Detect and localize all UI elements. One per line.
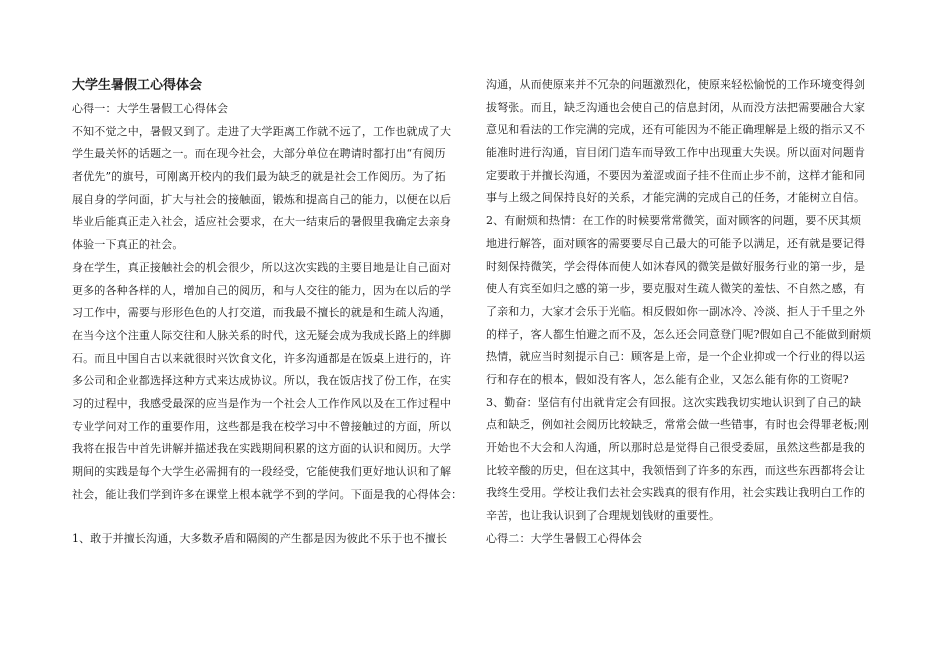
paragraph-line: 展自身的学问面，扩大与社会的接触面，锻炼和提高自己的能力，以便在以后 (72, 192, 452, 206)
paragraph-line: 时刻保持微笑，学会得体而使人如沐春风的微笑是做好服务行业的第一步，是 (486, 259, 866, 273)
paragraph-line: 沟通，从而使原来并不冗杂的问题激烈化，使原来轻松愉悦的工作环境变得剑 (486, 78, 866, 91)
paragraph-line: 辛苦，也让我认识到了合理规划钱财的重要性。 (486, 509, 721, 523)
paragraph-line: 体验一下真正的社会。 (72, 238, 184, 252)
paragraph-line: 习的过程中，我感受最深的应当是作为一个社会人工作作风以及在工作过程中 (72, 396, 452, 410)
paragraph-line: 能准时进行沟通，盲目闭门造车而导致工作中出现重大失误。所以面对问题肯 (486, 146, 866, 160)
paragraph-line: 在当今这个注重人际交往和人脉关系的时代，这无疑会成为我成长路上的绊脚 (72, 328, 452, 342)
left-column (72, 76, 462, 551)
paragraph-line: 定要敢于并擅长沟通，不要因为羞涩或面子挂不住而止步不前，这样才能和同 (486, 168, 866, 182)
paragraph-line: 拔弩张。而且，缺乏沟通也会使自己的信息封闭，从而没方法把需要融合大家 (486, 100, 866, 114)
paragraph-line: 多公司和企业都选择这种方式来达成协议。所以，我在饭店找了份工作，在实 (72, 374, 452, 388)
paragraph-line: 更多的各种各样的人，增加自己的阅历，和与人交往的能力，因为在以后的学 (72, 283, 452, 297)
paragraph-line: 行和存在的根本，假如没有客人，怎么能有企业，又怎么能有你的工资呢? (486, 372, 849, 386)
paragraph-line: 意见和看法的工作完满的完成，还有可能因为不能正确理解是上级的指示又不 (486, 123, 866, 137)
paragraph-line: 热情，就应当时刻提示自己：顾客是上帝，是一个企业抑或一个行业的得以运 (486, 350, 866, 364)
paragraph-line: 2、有耐烦和热情：在工作的时候要常常微笑，面对顾客的问题，要不厌其烦 (486, 214, 862, 228)
paragraph-line: 比较辛酸的历史，但在这其中，我领悟到了许多的东西，而这些东西都将会让 (486, 463, 866, 477)
paragraph-line: 石。而且中国自古以来就很时兴饮食文化，许多沟通都是在饭桌上进行的，许 (72, 351, 452, 365)
paragraph-gap (72, 506, 462, 528)
paragraph-line: 我终生受用。学校让我们去社会实践真的很有作用，社会实践让我明白工作的 (486, 486, 866, 500)
paragraph-line: 开始也不大会和人沟通，所以那时总是觉得自己很受委屈，虽然这些都是我的 (486, 441, 866, 454)
paragraph-line: 点和缺乏，例如社会阅历比较缺乏，常常会做一些错事，有时也会得罪老板;刚 (486, 418, 869, 432)
paragraph-line: 学生最关怀的话题之一。而在现今社会，大部分单位在聘请时都打出“有阅历 (72, 147, 446, 161)
paragraph-line: 毕业后能真正走入社会，适应社会要求，在大一结束后的暑假里我确定去亲身 (72, 215, 452, 229)
paragraph-line: 事与上级之间保持良好的关系，才能完满的完成自己的任务，才能树立自信。 (486, 191, 866, 205)
document-title: 大学生暑假工心得体会 (72, 78, 203, 93)
paragraph-line: 习工作中，需要与形形色色的人打交道，而我最不擅长的就是和生疏人沟通， (72, 306, 452, 320)
paragraph-line: 使人有宾至如归之感的第一步，要克服对生疏人微笑的羞怯、不自然之感，有 (486, 282, 866, 296)
paragraph-line: 了亲和力，大家才会乐于光临。相反假如你一副冰冷、冷淡、拒人于千里之外 (486, 304, 866, 318)
paragraph-line: 1、敢于并擅长沟通，大多数矛盾和隔阂的产生都是因为彼此不乐于也不擅长 (72, 532, 448, 546)
paragraph-line: 专业学问对工作的重要作用，这些都是我在校学习中不曾接触过的方面，所以 (72, 419, 452, 433)
section-heading: 心得一：大学生暑假工心得体会 (72, 102, 229, 115)
paragraph-line: 身在学生，真正接触社会的机会很少，所以这次实践的主要目地是让自己面对 (72, 260, 452, 274)
section-heading: 心得二：大学生暑假工心得体会 (486, 531, 643, 545)
paragraph-line: 的样子，客人都生怕避之而不及，怎么还会同意登门呢?假如自己不能做到耐烦 (486, 327, 872, 341)
paragraph-line: 者优先”的旗号，可刚离开校内的我们最为缺乏的就是社会工作阅历。为了拓 (72, 170, 446, 184)
right-column (486, 74, 876, 550)
paragraph-line: 我将在报告中首先讲解并描述我在实践期间积累的这方面的认识和阅历。大学 (72, 442, 452, 456)
paragraph-line: 不知不觉之中，暑假又到了。走进了大学距离工作就不远了，工作也就成了大 (72, 124, 452, 138)
paragraph-line: 3、勤奋：坚信有付出就肯定会有回报。这次实践我切实地认识到了自己的缺 (486, 395, 862, 409)
paragraph-line: 期间的实践是每个大学生必需拥有的一段经受，它能使我们更好地认识和了解 (72, 465, 452, 478)
paragraph-line: 地进行解答，面对顾客的需要要尽自己最大的可能予以满足，还有就是要记得 (486, 236, 866, 250)
paragraph-line: 社会，能让我们学到许多在课堂上根本就学不到的学问。下面是我的心得体会： (72, 487, 463, 501)
